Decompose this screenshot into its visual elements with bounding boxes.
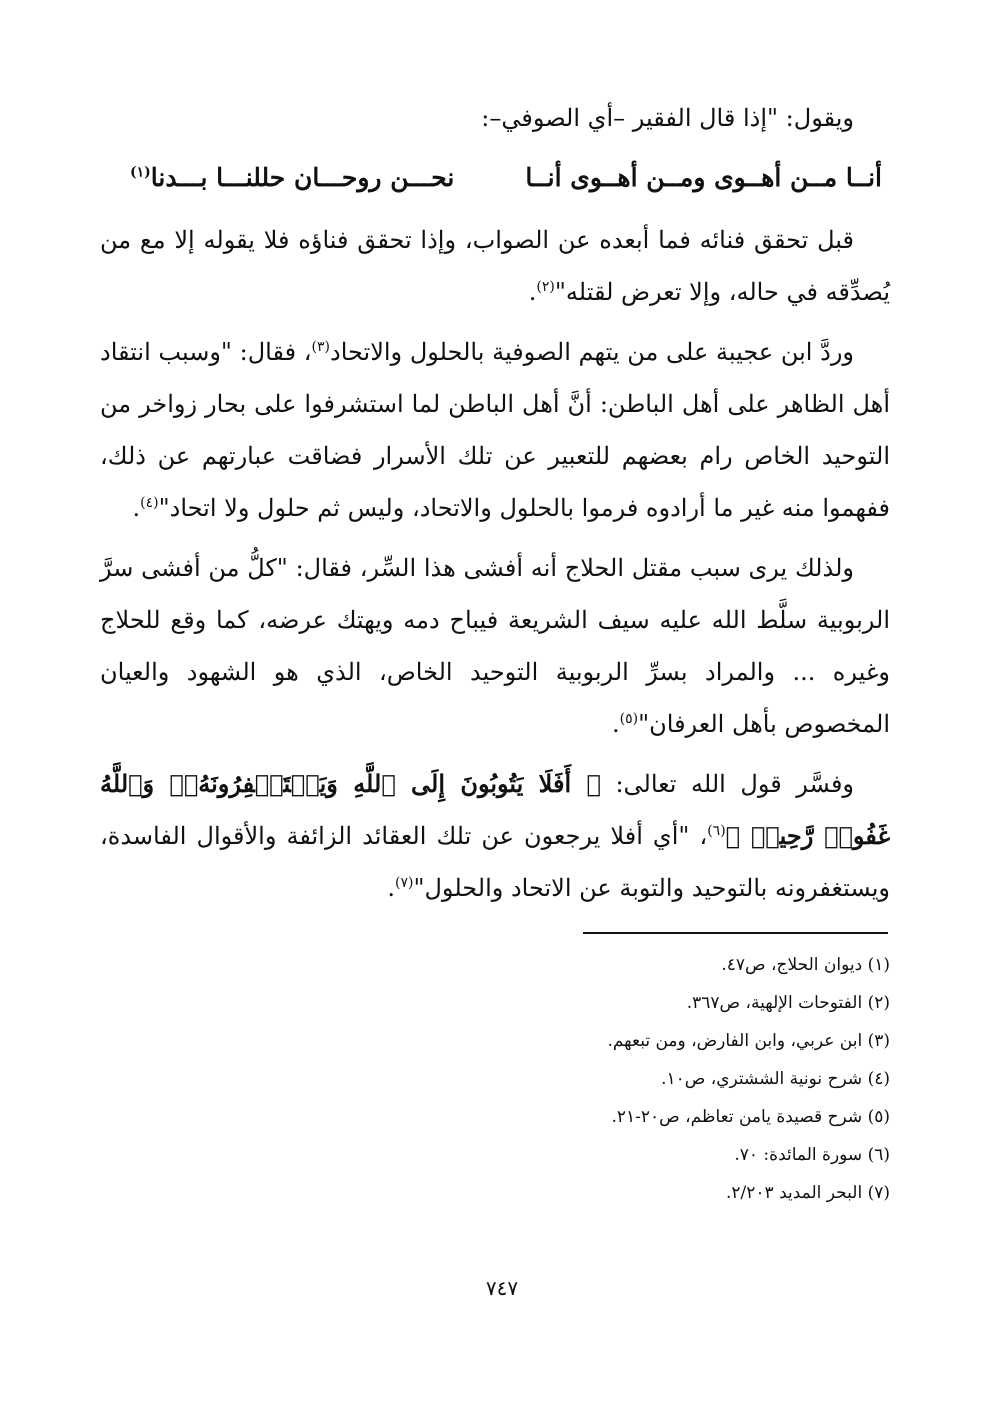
paragraph-tail: . [387, 874, 395, 902]
quran-verse: ﴿ أَفَلَا يَتُوبُونَ إِلَى ٱللَّهِ وَيَسۡتَغۡفِرُونَهُۥۚ وَٱللَّهُ غَفُورٞ رَّحِيمٞ ﴾ [100, 769, 890, 850]
footnote-4: (٤) شرح نونية الششتري، ص١٠. [661, 1069, 890, 1089]
footnote-divider [583, 932, 888, 934]
intro-line [100, 92, 890, 144]
footnote-ref: (٧) [394, 875, 414, 891]
footnote-1: (١) ديوان الحلاج، ص٤٧. [721, 955, 890, 975]
footnote-6: (٦) سورة المائدة: ٧٠. [734, 1145, 890, 1165]
paragraph-lead: وفسَّر قول الله تعالى: [600, 770, 855, 798]
intro-line-text: ويقول: "إذا قال الفقير –أي الصوفي–: [481, 104, 854, 132]
paragraph-text: ولذلك يرى سبب مقتل الحلاج أنه أفشى هذا السِّر، فقال: "كلُّ من أفشى سرَّ الربوبية سلَّط الله عليه سيف الشريعة فيباح دمه ويهتك عرضه، كما وقع للحلاج وغيره ... والمراد بسرِّ الربوبية التوحيد الخاص، الذي هو الشهود والعيان المخصوص بأهل العرفان" [100, 554, 890, 738]
footnote-7: (٧) البحر المديد ٢/٢٠٣. [726, 1183, 890, 1203]
footnote-ref: (٦) [707, 823, 726, 839]
footnote-ref: (٥) [619, 711, 639, 727]
verse-left-hemistich-text: نحـــن روحـــان حللنـــا بـــدنا [150, 163, 455, 192]
paragraph-2 [100, 326, 890, 534]
page-number: ٧٤٧ [485, 1276, 519, 1300]
footnote-ref: (٣) [311, 339, 331, 355]
paragraph-tail: . [528, 278, 537, 306]
paragraph-tail: . [132, 494, 141, 522]
paragraph-tail: ، فقال: "وسبب انتقاد أهل الظاهر على أهل الباطن: أنَّ أهل الباطن لما استشرفوا على بحار زواخر من التوحيد الخاص رام بعضهم للتعبير عن تلك الأسرار فضاقت عبارتهم عن ذلك، ففهموا منه غير ما أرادوه فرموا بالحلول والاتحاد، وليس ثم حلول ولا اتحاد" [100, 338, 890, 522]
footnote-ref: (٤) [140, 495, 159, 511]
verse-right-hemistich: أنــا مــن أهــوى ومــن أهــوى أنــا [525, 163, 882, 192]
paragraph-tail: . [611, 710, 620, 738]
paragraph-1 [100, 214, 890, 318]
footnote-ref: (٢) [536, 279, 555, 295]
paragraph-text: قبل تحقق فنائه فما أبعده عن الصواب، وإذا تحقق فناؤه فلا يقوله إلا مع من يُصدِّقه في حاله، وإلا تعرض لقتله" [100, 226, 890, 306]
footnote-5: (٥) شرح قصيدة يامن تعاظم، ص٢٠-٢١. [611, 1107, 890, 1127]
footnotes [100, 946, 890, 1212]
poem-verse [100, 152, 890, 204]
paragraph-text: ، "أي أفلا يرجعون عن تلك العقائد الزائفة والأقوال الفاسدة، ويستغفرونه بالتوحيد والتوبة عن الاتحاد والحلول" [100, 822, 890, 902]
footnote-ref: (١) [130, 164, 151, 181]
paragraph-4 [100, 758, 890, 914]
footnote-2: (٢) الفتوحات الإلهية، ص٣٦٧. [686, 993, 890, 1013]
main-text [100, 92, 890, 922]
verse-left-hemistich [130, 152, 454, 204]
paragraph-text: وردَّ ابن عجيبة على من يتهم الصوفية بالحلول والاتحاد [330, 338, 855, 366]
paragraph-3 [100, 542, 890, 750]
footnote-3: (٣) ابن عربي، وابن الفارض، ومن تبعهم. [607, 1031, 890, 1051]
